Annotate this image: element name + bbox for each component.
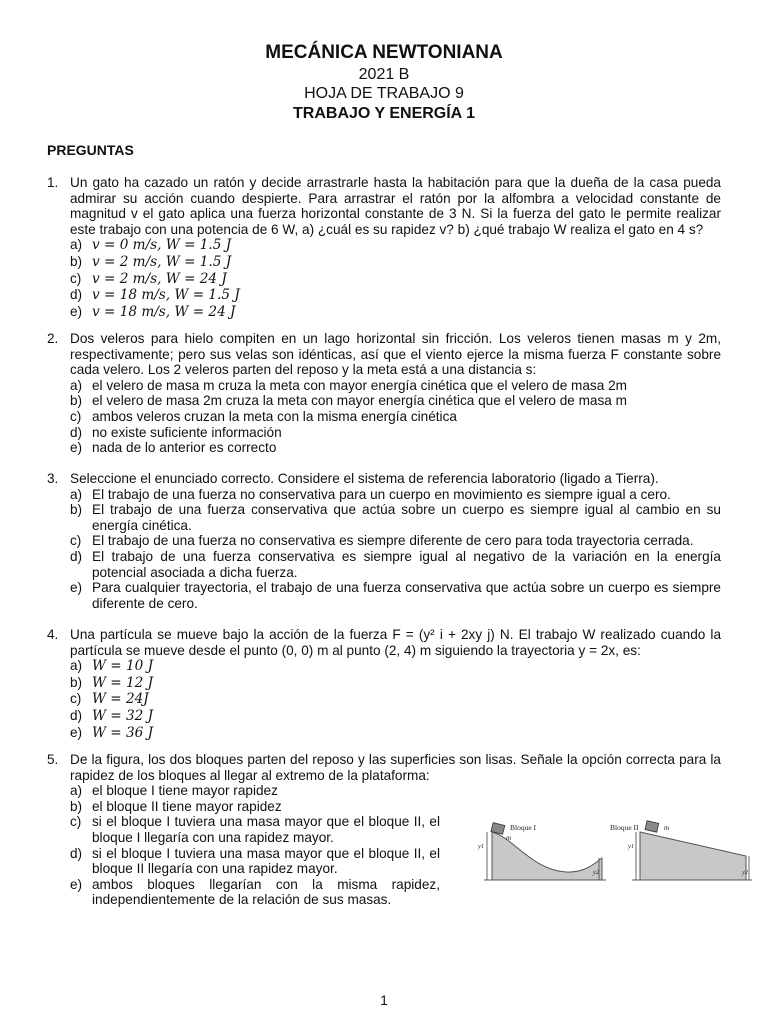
option-text: El trabajo de una fuerza conservativa que actúa sobre un cuerpo es siempre igual al cambio en su energía cinética. (92, 502, 721, 533)
option-e (70, 580, 721, 611)
option-b (70, 254, 721, 271)
option-letter: e) (70, 580, 83, 596)
option-text: El trabajo de una fuerza conservativa es siempre igual al negativo de la variación en la energía potencial asociada a dicha fuerza. (92, 548, 721, 580)
option-c (70, 533, 721, 549)
option-text: El trabajo de una fuerza no conservativa para un cuerpo en movimiento es siempre igual a cero. (92, 486, 671, 502)
option-text: no existe suficiente información (92, 424, 282, 440)
option-list (70, 783, 440, 908)
option-d (70, 425, 721, 441)
option-a (70, 237, 721, 254)
option-text: W = 10 J (92, 658, 154, 675)
block-2-mass-label: m (664, 824, 670, 832)
option-letter: e) (70, 876, 83, 892)
option-b (70, 393, 721, 409)
blocks-ramp-figure (474, 818, 756, 890)
option-text: v = 2 m/s, W = 24 J (92, 270, 227, 287)
option-letter: c) (70, 408, 82, 424)
question-2 (47, 331, 721, 456)
option-b (70, 675, 721, 692)
page-number: 1 (380, 992, 388, 1008)
option-text: el bloque II tiene mayor rapidez (92, 798, 282, 814)
question-3 (47, 471, 721, 611)
option-text: Para cualquier trayectoria, el trabajo de una fuerza conservativa que actúa sobre un cuerpo es siempre diferente de cero. (92, 580, 721, 611)
option-letter: a) (70, 783, 83, 799)
option-letter: b) (70, 674, 83, 690)
option-letter: b) (70, 502, 83, 518)
option-text: W = 32 J (92, 707, 154, 724)
document-term: 2021 B (358, 66, 410, 83)
option-d (70, 287, 721, 304)
option-a (70, 487, 721, 503)
option-text: el velero de masa m cruza la meta con mayor energía cinética que el velero de masa 2m (92, 377, 627, 393)
option-e (70, 304, 721, 321)
option-list (70, 237, 721, 320)
question-stem: De la figura, los dos bloques parten del reposo y las superficies son lisas. Señale la opción correcta para la rapidez de los bloques al llegar al extremo de la plataforma: (70, 752, 721, 783)
option-text: el velero de masa 2m cruza la meta con mayor energía cinética que el velero de masa m (92, 393, 627, 409)
option-letter: a) (70, 658, 83, 674)
block-2-label: Bloque II (610, 823, 639, 832)
y2-label-right: y2 (742, 869, 749, 876)
option-a (70, 378, 721, 394)
option-text: v = 2 m/s, W = 1.5 J (92, 253, 232, 270)
option-a (70, 658, 721, 675)
option-text: v = 18 m/s, W = 24 J (92, 303, 236, 320)
option-text: v = 0 m/s, W = 1.5 J (92, 237, 232, 254)
document-topic: TRABAJO Y ENERGÍA 1 (293, 105, 475, 122)
question-number: 1. (47, 175, 59, 190)
option-letter: a) (70, 237, 83, 253)
option-text: el bloque I tiene mayor rapidez (92, 783, 278, 799)
question-4 (47, 627, 721, 741)
option-letter: b) (70, 798, 83, 814)
question-number: 3. (47, 471, 59, 486)
option-letter: d) (70, 548, 83, 564)
question-number: 2. (47, 331, 59, 346)
question-stem: Dos veleros para hielo compiten en un lago horizontal sin fricción. Los veleros tienen masas m y 2m, respectivamente; pero sus velas son idénticas, así que el viento ejerce la misma fuerza F constante sobre cada velero. Los 2 veleros parten del reposo y la meta está a una distancia s: (70, 331, 721, 378)
question-stem: Una partícula se mueve bajo la acción de la fuerza F = (y² i + 2xy j) N. El trabajo W realizado cuando la partícula se mueve desde el punto (0, 0) m al punto (2, 4) m siguiendo la trayectoria y = 2x, es: (70, 627, 721, 658)
document-title: MECÁNICA NEWTONIANA (265, 42, 503, 63)
question-stem: Un gato ha cazado un ratón y decide arrastrarle hasta la habitación para que la dueña de la casa pueda admirar su acción cuando despierte. Para arrastrar el ratón por la alfombra a velocidad constante de magnitud v el gato aplica una fuerza horizontal constante de 3 N. Si la fuerza del gato le permite realizar este trabajo con una potencia de 6 W, a) ¿cuál es su rapidez v? b) ¿qué trabajo W realiza el gato en 4 s? (70, 175, 721, 237)
option-text: ambos bloques llegarían con la misma rapidez, independientemente de la relación de sus masas. (92, 876, 440, 908)
option-text: nada de lo anterior es correcto (92, 440, 277, 456)
y1-label-left: y1 (478, 843, 485, 850)
option-letter: e) (70, 303, 83, 319)
option-text: v = 18 m/s, W = 1.5 J (92, 287, 240, 304)
y2-label-left: y2 (593, 869, 600, 876)
option-a (70, 783, 440, 799)
option-text: ambos veleros cruzan la meta con la misma energía cinética (92, 408, 457, 424)
option-text: El trabajo de una fuerza no conservativa es siempre diferente de cero para toda trayectoria cerrada. (92, 533, 694, 549)
option-list (70, 487, 721, 612)
option-d (70, 549, 721, 580)
option-letter: a) (70, 486, 83, 502)
option-letter: a) (70, 377, 83, 393)
question-number: 5. (47, 752, 59, 767)
option-letter: d) (70, 707, 83, 723)
option-c (70, 271, 721, 288)
block-2 (645, 821, 659, 832)
option-letter: c) (70, 533, 82, 549)
option-letter: c) (70, 270, 82, 286)
option-text: si el bloque I tuviera una masa mayor que el bloque II, el bloque II llegaría con una rapidez mayor. (92, 845, 440, 877)
option-b (70, 502, 721, 533)
question-1 (47, 175, 721, 320)
option-letter: c) (70, 814, 82, 830)
option-text: W = 24J (92, 691, 149, 708)
option-text: W = 36 J (92, 724, 154, 741)
option-letter: d) (70, 845, 83, 861)
option-list (70, 378, 721, 456)
option-text: si el bloque I tuviera una masa mayor que el bloque II, el bloque I llegaría con una rapidez mayor. (92, 814, 440, 845)
option-e (70, 725, 721, 742)
option-d (70, 708, 721, 725)
document-sheet: HOJA DE TRABAJO 9 (304, 85, 464, 102)
option-letter: b) (70, 393, 83, 409)
option-letter: b) (70, 253, 83, 269)
question-number: 4. (47, 627, 59, 642)
option-letter: d) (70, 287, 83, 303)
option-b (70, 799, 440, 815)
option-list (70, 658, 721, 741)
option-letter: e) (70, 440, 83, 456)
question-stem: Seleccione el enunciado correcto. Considere el sistema de referencia laboratorio (ligado a Tierra). (70, 471, 659, 486)
block-1-label: Bloque I (510, 823, 537, 832)
ramp-2-surface (640, 832, 746, 880)
y1-label-right: y1 (628, 843, 635, 850)
option-text: W = 12 J (92, 674, 154, 691)
option-c (70, 409, 721, 425)
block-1-mass-label: m (506, 834, 512, 842)
option-c (70, 691, 721, 708)
option-e (70, 440, 721, 456)
option-letter: c) (70, 691, 82, 707)
option-e (70, 877, 440, 908)
option-letter: e) (70, 724, 83, 740)
option-d (70, 846, 440, 877)
section-title: PREGUNTAS (47, 142, 134, 158)
option-c (70, 814, 440, 845)
option-letter: d) (70, 424, 83, 440)
